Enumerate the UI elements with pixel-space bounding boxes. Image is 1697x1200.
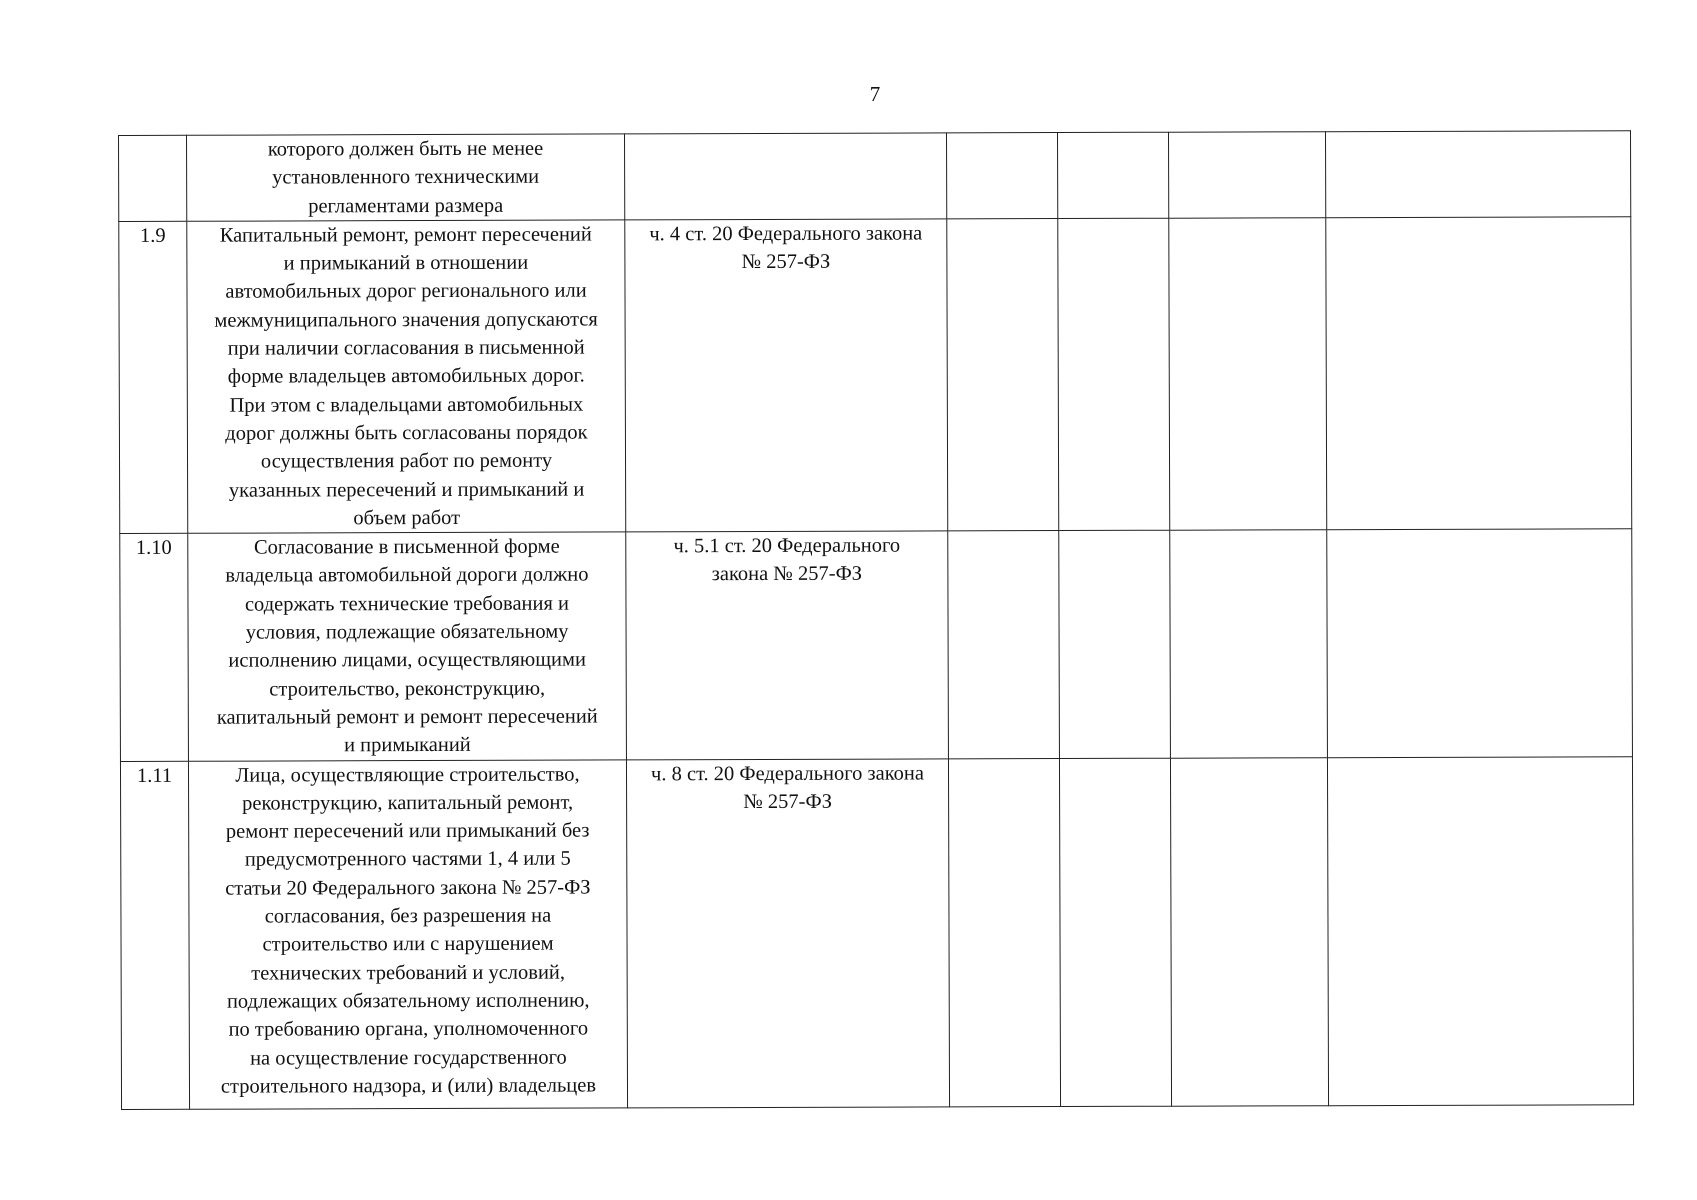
requirement-line: указанных пересечений и примыканий и [228, 478, 585, 502]
requirement-line: межмуниципального значения допускаются [214, 308, 598, 332]
requirement-line: Капитальный ремонт, ремонт пересечений [219, 223, 592, 247]
table-row [120, 756, 1633, 1109]
empty-cell [1168, 132, 1325, 218]
requirement-line: и примыканий в отношении [283, 251, 529, 275]
requirement-line: согласования, без разрешения на [264, 904, 552, 928]
reference-line: № 257-ФЗ [743, 790, 832, 813]
requirement-cell [187, 220, 626, 534]
requirement-line: осуществления работ по ремонту [260, 449, 553, 473]
requirement-cell [187, 134, 625, 221]
empty-cell [1058, 218, 1170, 531]
empty-cell [1169, 218, 1327, 531]
requirement-line: подлежащих обязательному исполнению, [226, 989, 590, 1013]
table-row [120, 529, 1633, 761]
requirement-line: статьи 20 Федерального закона № 257-ФЗ [225, 876, 591, 900]
empty-cell [1170, 530, 1328, 758]
table-row [119, 217, 1632, 534]
requirement-line: владельца автомобильной дороги должно [225, 563, 589, 588]
requirement-line: по требованию органа, уполномоченного [228, 1017, 589, 1041]
requirement-line: объем работ [353, 506, 461, 530]
requirement-line: регламентами размера [308, 194, 504, 217]
item-number-cell: 1.9 [119, 221, 188, 533]
requirement-line: исполнению лицами, осуществляющими [228, 648, 586, 672]
legal-reference-cell [626, 531, 949, 759]
requirement-line: и примыканий [344, 734, 471, 757]
requirements-table [118, 130, 1634, 1109]
page-number: 7 [869, 82, 881, 106]
empty-cell [1327, 756, 1633, 1105]
empty-cell [1057, 132, 1168, 218]
requirement-line: Лица, осуществляющие строительство, [235, 763, 580, 787]
requirement-line: строительство или с нарушением [262, 932, 554, 956]
requirement-line: автомобильных дорог регионального или [225, 280, 587, 304]
empty-cell [947, 218, 1059, 531]
item-number-cell: 1.11 [120, 761, 189, 1109]
requirement-line: дорог должны быть согласованы порядок [225, 421, 588, 445]
requirement-line: форме владельцев автомобильных дорог. [227, 364, 585, 389]
requirement-line: предусмотренного частями 1, 4 или 5 [244, 848, 571, 872]
item-number-cell: 1.10 [120, 533, 189, 761]
legal-reference-cell [626, 758, 949, 1107]
requirement-line: условия, подлежащие обязательному [245, 620, 569, 644]
reference-line: ч. 4 ст. 20 Федерального закона [649, 222, 923, 246]
reference-line: ч. 5.1 ст. 20 Федерального [673, 534, 901, 558]
empty-cell [1325, 131, 1630, 218]
table-row [119, 131, 1631, 222]
requirement-line: которого должен быть не менее [267, 137, 544, 161]
empty-cell [1059, 530, 1171, 758]
requirement-line: на осуществление государственного [250, 1046, 567, 1070]
reference-line: № 257-ФЗ [741, 250, 831, 274]
requirement-line: установленного техническими [272, 165, 540, 189]
item-number-cell [119, 135, 187, 221]
legal-reference-cell [624, 133, 946, 220]
requirement-line: реконструкцию, капитальный ремонт, [242, 791, 574, 815]
empty-cell [1059, 758, 1171, 1106]
requirement-line: строительного надзора, и (или) владельцев [220, 1074, 597, 1098]
requirement-cell [188, 532, 627, 761]
requirement-line: При этом с владельцами автомобильных [229, 393, 584, 417]
reference-line: закона № 257-ФЗ [711, 563, 863, 586]
empty-cell [1327, 529, 1633, 757]
empty-cell [1326, 217, 1632, 530]
requirement-line: ремонт пересечений или примыканий без [225, 819, 590, 843]
requirement-line: при наличии согласования в письменной [227, 336, 585, 360]
empty-cell [948, 531, 1060, 759]
requirement-line: технических требований и условий, [251, 961, 566, 985]
reference-line: ч. 8 ст. 20 Федерального закона [651, 762, 924, 785]
legal-reference-cell [625, 219, 948, 532]
empty-cell [948, 758, 1060, 1106]
empty-cell [946, 133, 1057, 219]
requirement-line: капитальный ремонт и ремонт пересечений [216, 705, 598, 729]
empty-cell [1170, 757, 1328, 1105]
requirement-line: строительство, реконструкцию, [269, 677, 546, 701]
requirement-line: содержать технические требования и [244, 592, 570, 616]
requirement-line: Согласование в письменной форме [253, 535, 560, 559]
requirement-cell [188, 759, 627, 1108]
